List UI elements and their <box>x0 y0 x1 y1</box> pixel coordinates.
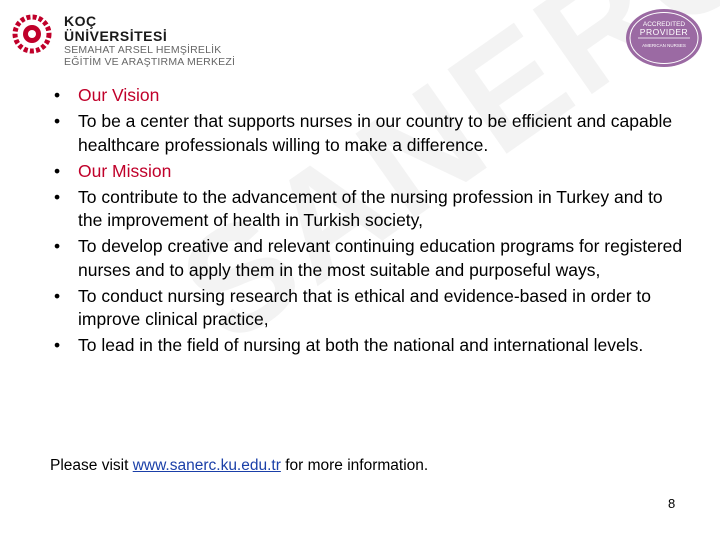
badge-accredited-text: ACCREDITED <box>642 21 686 28</box>
section-heading <box>50 160 690 184</box>
bullet-text: Our Mission <box>78 160 172 181</box>
list-item <box>50 235 690 282</box>
list-item <box>50 334 690 358</box>
slide-content <box>50 84 690 360</box>
badge-provider-text: PROVIDER <box>639 27 689 37</box>
logo-koc-text: KOÇ <box>64 13 97 29</box>
university-logo <box>12 12 236 72</box>
bullet-text: To conduct nursing research that is ethical and evidence-based in order to improve clinical practice, <box>78 285 651 329</box>
bullet-icon: • <box>54 335 61 355</box>
koc-emblem-icon <box>12 14 52 54</box>
bullet-icon: • <box>54 111 61 131</box>
list-item <box>50 285 690 332</box>
badge-american-nurses-text: AMERICAN NURSES <box>642 43 686 48</box>
bullet-text: To contribute to the advancement of the nursing profession in Turkey and to the improvement of health in Turkish society, <box>78 186 663 230</box>
footer-note <box>50 456 428 476</box>
bullet-text: Our Vision <box>78 85 160 105</box>
footer-prefix: Please visit <box>50 457 133 474</box>
accredited-provider-badge <box>624 8 704 68</box>
footer-suffix: for more information. <box>280 457 429 474</box>
bullet-icon: • <box>54 85 61 105</box>
section-heading <box>50 84 690 108</box>
bullet-list <box>50 84 690 358</box>
list-item <box>50 110 690 157</box>
bullet-icon: • <box>54 186 61 207</box>
bullet-icon: • <box>54 285 61 306</box>
list-item <box>50 186 690 233</box>
bullet-icon: • <box>54 236 61 256</box>
logo-center-name-line1: SEMAHAT ARSEL HEMŞİRELİK <box>64 44 222 56</box>
bullet-icon: • <box>54 160 61 181</box>
page-number: 8 <box>668 496 676 511</box>
website-link[interactable]: www.sanerc.ku.edu.tr <box>132 457 281 474</box>
bullet-text: To lead in the field of nursing at both the national and international levels. <box>78 335 644 355</box>
bullet-text: To be a center that supports nurses in our country to be efficient and capable healthcare professionals willing to make a difference. <box>78 111 673 155</box>
logo-center-name-line2: EĞİTİM VE ARAŞTIRMA MERKEZİ <box>64 56 236 68</box>
logo-universitesi-text: ÜNİVERSİTESİ <box>64 28 168 44</box>
bullet-text: To develop creative and relevant continuing education programs for registered nurses and to apply them in the most suitable and purposeful ways, <box>78 236 683 280</box>
